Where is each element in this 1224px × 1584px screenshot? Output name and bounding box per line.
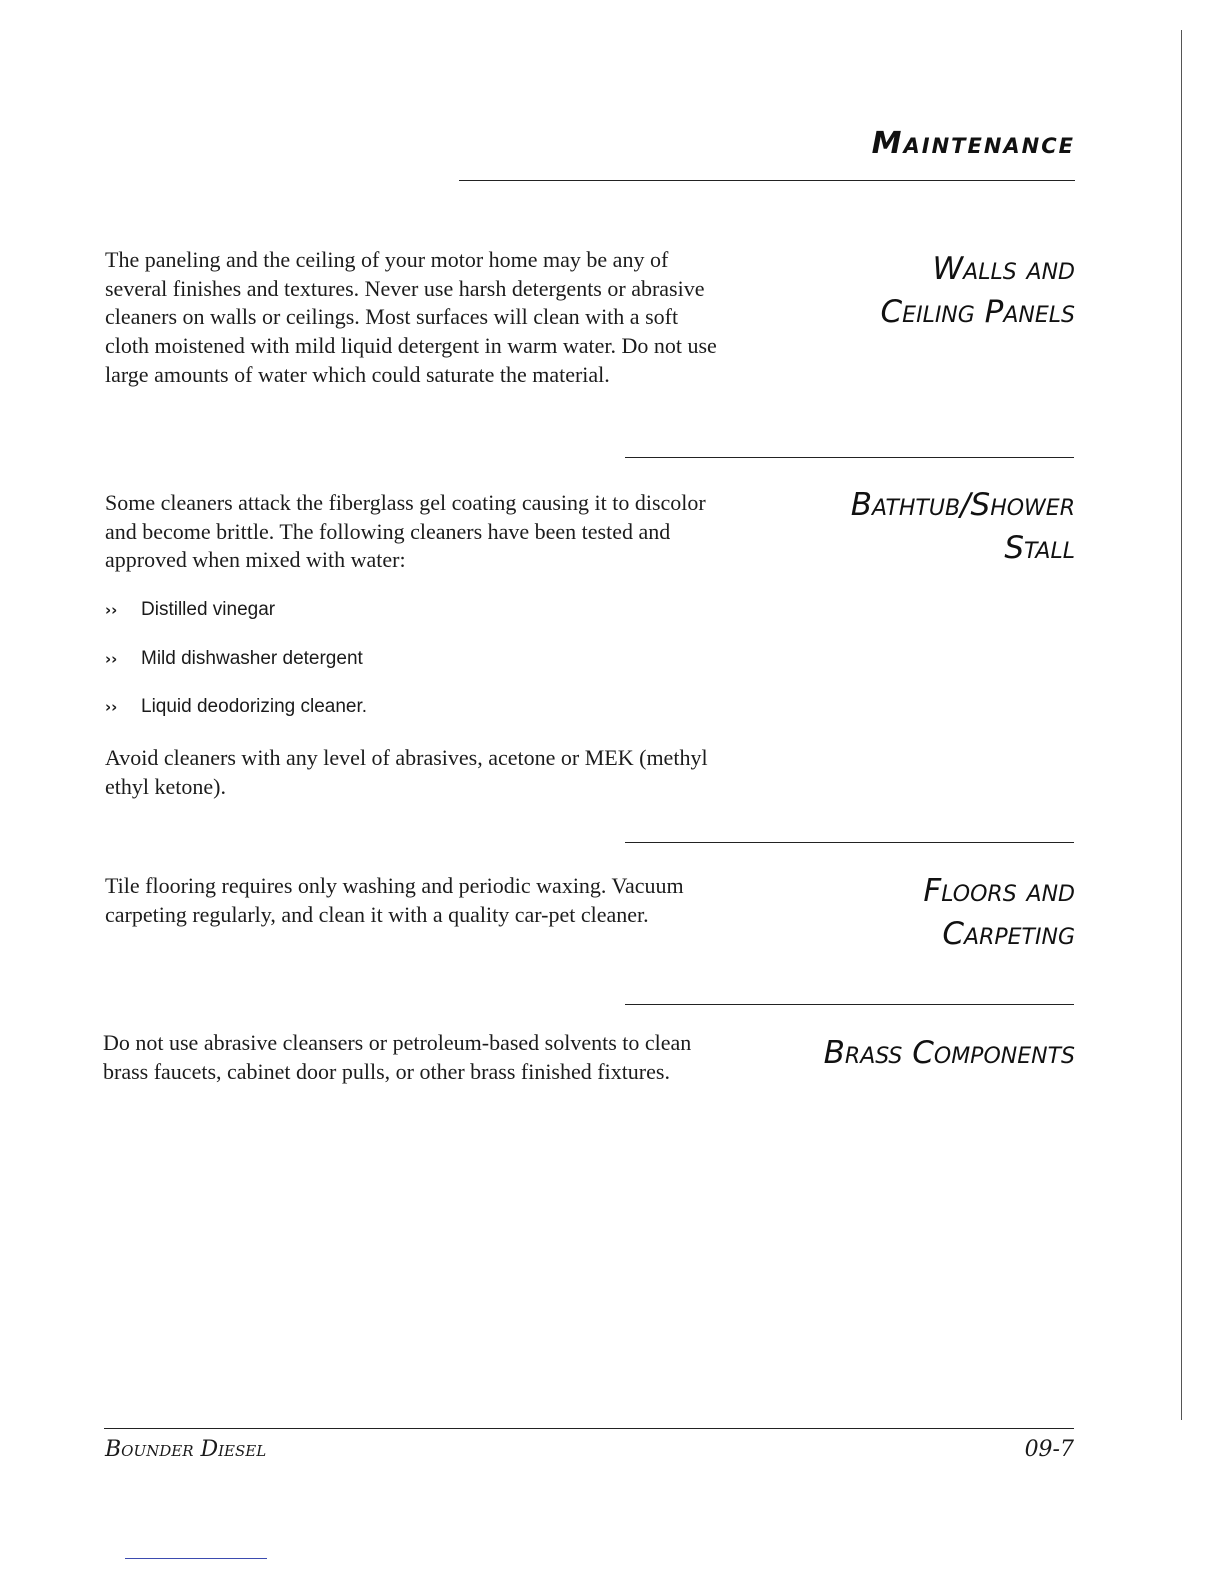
scan-edge-line — [1181, 30, 1182, 1420]
list-item-text: Liquid deodorizing cleaner. — [141, 696, 368, 717]
section-body-walls: The paneling and the ceiling of your motor home may be any of several finishes and textures. Never use harsh detergents or abrasive cleaners on walls or ceilings. Most surfaces will clean with a soft cloth moistened with mild liquid detergent in warm water. Do not use large amounts of water which could saturate the material. — [105, 247, 717, 387]
chapter-title: Maintenance — [871, 126, 1075, 161]
section-heading-floors: Floors and Carpeting — [923, 873, 1075, 952]
section-heading-bathtub: Bathtub/Shower Stall — [850, 487, 1075, 566]
list-item — [105, 693, 367, 742]
section-heading-walls: Walls and Ceiling Panels — [880, 251, 1075, 330]
section-divider — [625, 1004, 1074, 1005]
footer-divider — [104, 1428, 1074, 1429]
section-divider — [625, 457, 1074, 458]
cleaner-list — [105, 596, 367, 742]
bullet-icon: ›› — [105, 601, 118, 619]
bullet-icon: ›› — [105, 698, 118, 716]
bullet-icon: ›› — [105, 649, 118, 668]
header-divider — [459, 180, 1075, 181]
section-divider — [625, 842, 1074, 843]
list-item-text: Mild dishwasher detergent — [141, 647, 363, 669]
section-body-brass: Do not use abrasive cleansers or petroleum-based solvents to clean brass faucets, cabinet door pulls, or other brass finished fixtures. — [103, 1030, 692, 1084]
section-body-bathtub-intro: Some cleaners attack the fiberglass gel coating causing it to discolor and become brittle. The following cleaners have been tested and approved when mixed with water: — [105, 490, 706, 573]
manual-name: Bounder Diesel — [105, 1437, 267, 1462]
scan-mark — [125, 1558, 267, 1559]
page-number: 09-7 — [1024, 1437, 1074, 1462]
list-item — [105, 645, 367, 694]
list-item — [105, 596, 367, 645]
section-heading-brass: Brass Components — [823, 1035, 1075, 1071]
section-body-floors: Tile flooring requires only washing and periodic waxing. Vacuum carpeting regularly, and clean it with a quality car-pet cleaner. — [105, 873, 684, 927]
list-item-text: Distilled vinegar — [141, 599, 276, 620]
section-body-bathtub-avoid: Avoid cleaners with any level of abrasives, acetone or MEK (methyl ethyl ketone). — [105, 745, 708, 799]
